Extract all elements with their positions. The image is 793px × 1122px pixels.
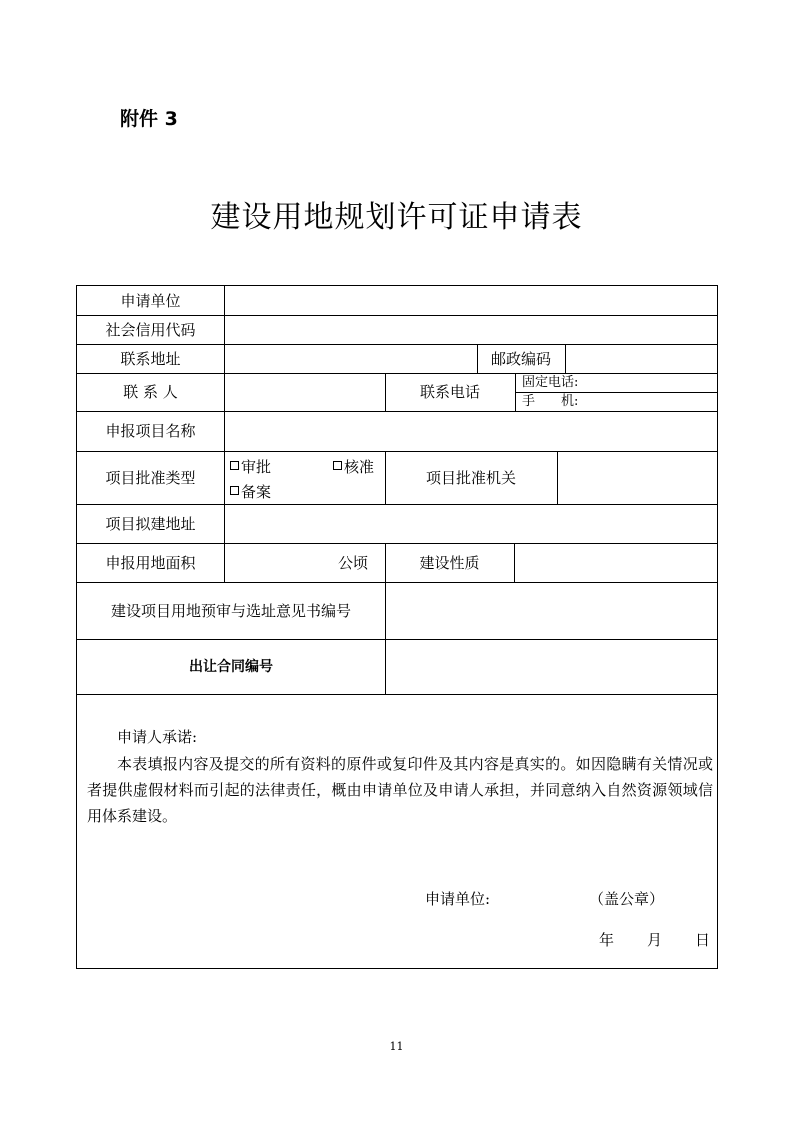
page-number: 11 [389, 1040, 404, 1053]
row-divider [77, 451, 717, 452]
label-nature: 建设性质 [419, 554, 480, 572]
col-divider [514, 543, 515, 582]
label-mobile: 手 机: [522, 394, 579, 409]
label-approval-authority: 项目批准机关 [425, 469, 516, 487]
col-divider [385, 582, 386, 694]
label-preapproval-no: 建设项目用地预审与选址意见书编号 [110, 602, 351, 620]
label-contract-no: 出让合同编号 [189, 659, 273, 675]
checkbox-record[interactable] [230, 483, 271, 501]
label-address: 联系地址 [120, 350, 181, 368]
row-divider [77, 315, 717, 316]
label-credit-code: 社会信用代码 [105, 321, 196, 339]
row-divider [77, 639, 717, 640]
row-divider [77, 344, 717, 345]
option-approve-label: 核准 [344, 458, 375, 476]
application-form [76, 285, 718, 969]
pledge-heading: 申请人承诺: [117, 728, 198, 746]
label-area: 申报用地面积 [105, 554, 196, 572]
label-approval-type: 项目批准类型 [105, 469, 196, 487]
label-contact: 联 系 人 [123, 383, 178, 401]
row-divider [77, 504, 717, 505]
checkbox-review[interactable] [230, 458, 271, 476]
date-day: 日 [695, 931, 711, 949]
row-divider [77, 582, 717, 583]
pledge-body: 本表填报内容及提交的所有资料的原件或复印件及其内容是真实的。如因隐瞒有关情况或者提供虚假材料而引起的法律责任，概由申请单位及申请人承担，并同意纳入自然资源领域信用体系建设。 [87, 755, 713, 825]
label-postcode: 邮政编码 [490, 350, 551, 368]
attachment-label: 附件 3 [120, 108, 178, 130]
date-year: 年 [599, 931, 615, 949]
label-landline: 固定电话: [522, 375, 579, 390]
col-divider [565, 344, 566, 373]
pledge-unit-label: 申请单位: [425, 890, 491, 908]
label-area-unit: 公顷 [338, 554, 369, 572]
row-divider [77, 694, 717, 695]
option-review-label: 审批 [241, 458, 272, 476]
label-phone: 联系电话 [419, 383, 480, 401]
col-divider [557, 451, 558, 504]
col-divider [515, 373, 516, 411]
row-divider [77, 543, 717, 544]
col-divider [224, 286, 225, 582]
checkbox-approve[interactable] [333, 458, 374, 476]
label-applicant: 申请单位 [120, 292, 181, 310]
pledge-seal: （盖公章） [589, 890, 665, 908]
form-title: 建设用地规划许可证申请表 [210, 200, 583, 235]
option-record-label: 备案 [241, 483, 272, 501]
label-site: 项目拟建地址 [105, 515, 196, 533]
date-month: 月 [647, 931, 663, 949]
label-project-name: 申报项目名称 [105, 422, 196, 440]
row-divider [77, 373, 717, 374]
row-divider [77, 411, 717, 412]
